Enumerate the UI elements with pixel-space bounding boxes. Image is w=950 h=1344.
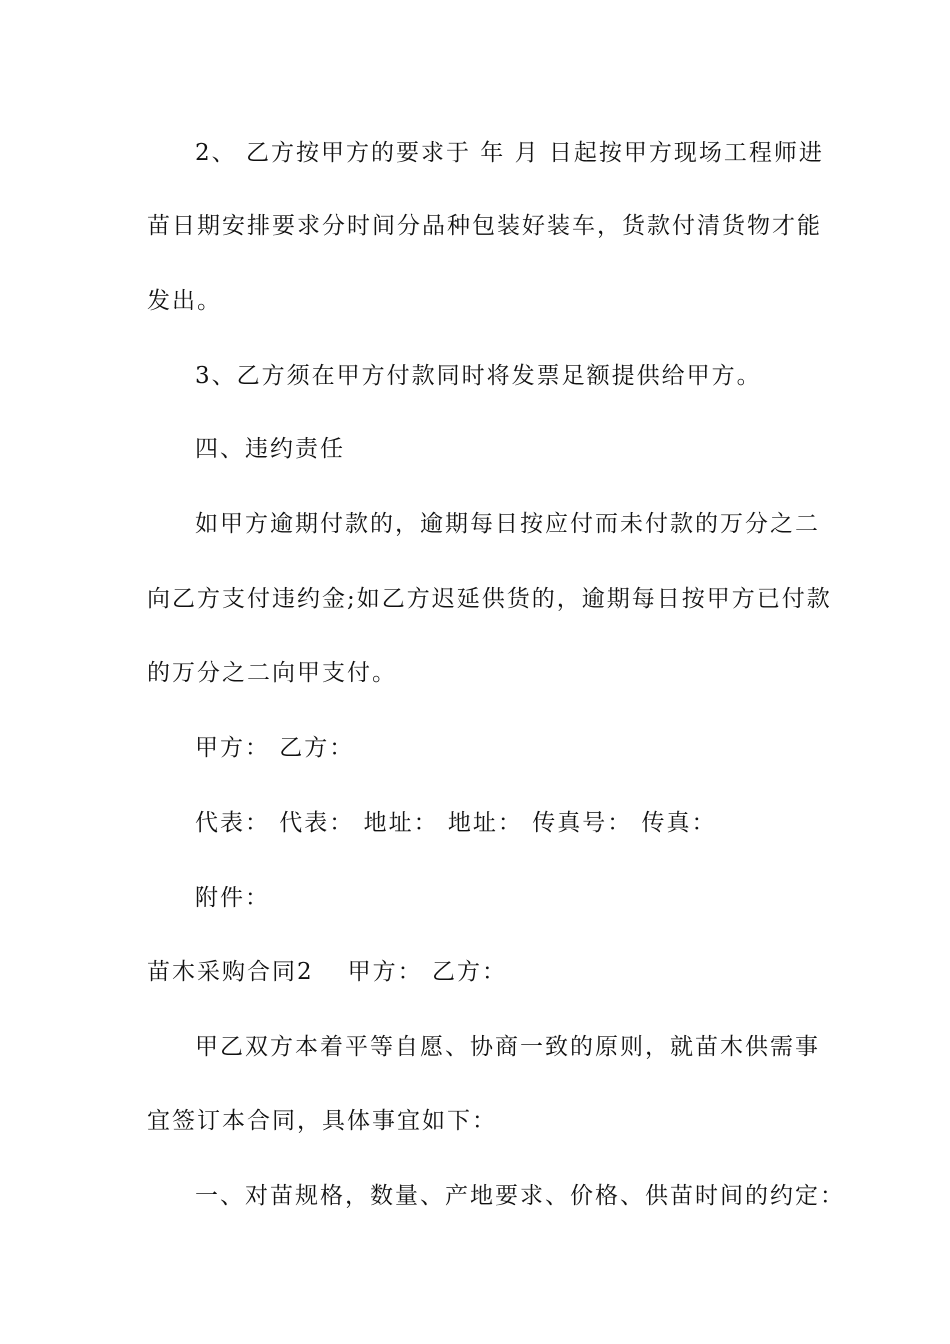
attachment-label: 附件：: [195, 885, 270, 911]
breach-paragraph-line-2: 向乙方支付违约金;如乙方迟延供货的，逾期每日按甲方已付款: [147, 586, 832, 612]
signature-parties: 甲方： 乙方：: [195, 735, 355, 761]
breach-paragraph-line-3: 的万分之二向甲支付。: [147, 660, 397, 686]
breach-paragraph-line-1: 如甲方逾期付款的，逾期每日按应付而未付款的万分之二: [195, 511, 820, 537]
contract-2-title-line: [147, 957, 507, 987]
preamble-line-2: 宜签订本合同，具体事宜如下：: [147, 1108, 497, 1134]
clause-3: 3、乙方须在甲方付款同时将发票足额提供给甲方。: [195, 363, 762, 389]
clause-2-line-3: 发出。: [147, 288, 222, 314]
clause-2-line-1: 2、 乙方按甲方的要求于 年 月 日起按甲方现场工程师进: [195, 140, 824, 166]
preamble-line-1: 甲乙双方本着平等自愿、协商一致的原则，就苗木供需事: [195, 1034, 820, 1060]
section-heading-specs: 一、对苗规格，数量、产地要求、价格、供苗时间的约定：: [195, 1183, 845, 1209]
clause-2-line-2: 苗日期安排要求分时间分品种包装好装车，货款付清货物才能: [147, 213, 822, 239]
section-heading-breach: 四、违约责任: [195, 436, 345, 462]
contract-2-title: 苗木采购合同2: [147, 959, 314, 985]
signature-details: 代表： 代表： 地址： 地址： 传真号： 传真：: [195, 810, 717, 836]
contract-2-parties: 甲方： 乙方：: [347, 959, 507, 985]
